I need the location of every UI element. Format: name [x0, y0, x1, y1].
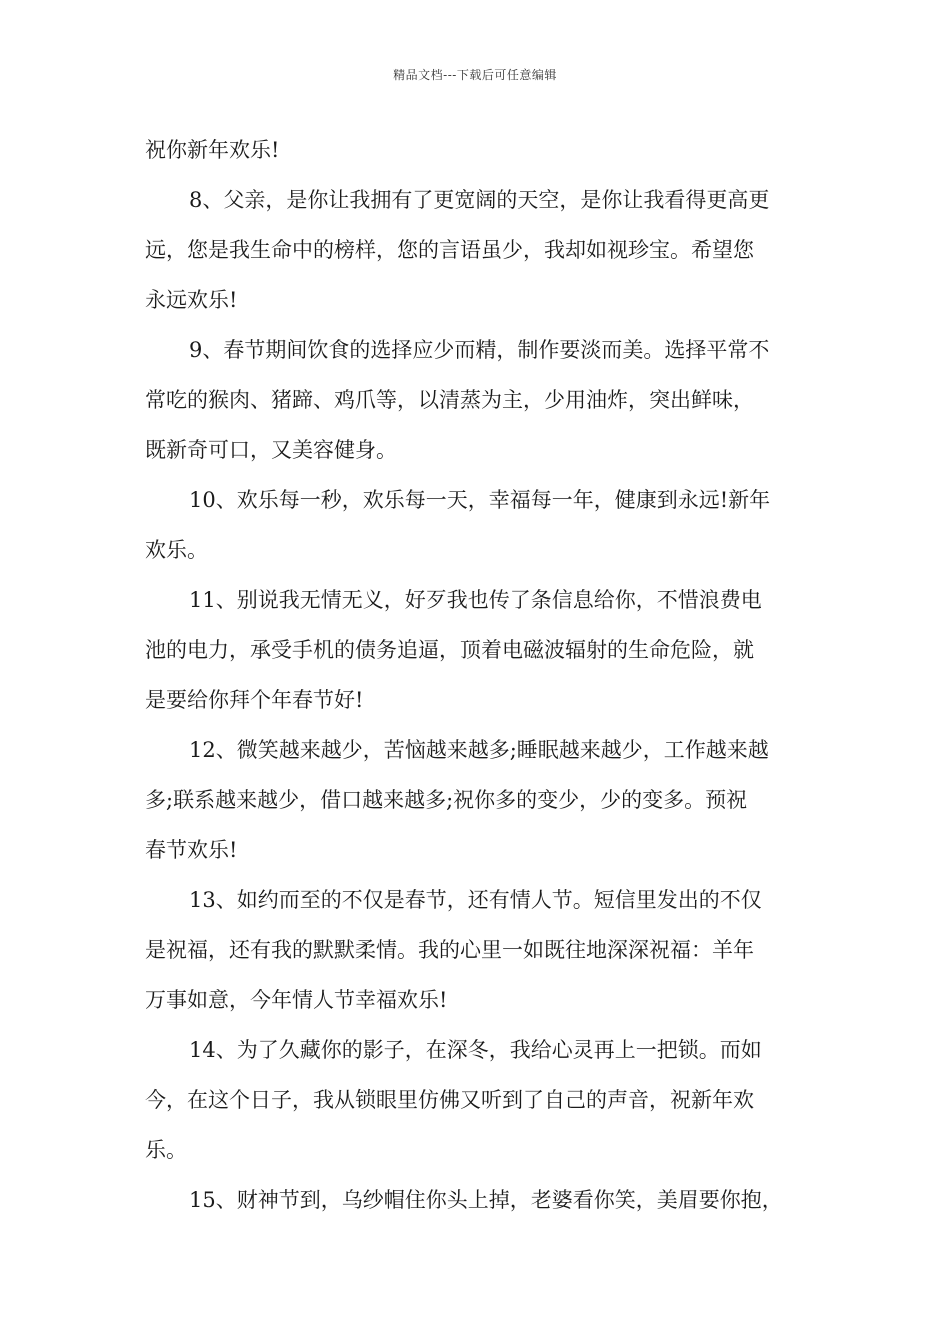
text-line: 10、欢乐每一秒，欢乐每一天，幸福每一年，健康到永远!新年: [189, 488, 771, 512]
text-line: 9、春节期间饮食的选择应少而精，制作要淡而美。选择平常不: [189, 338, 770, 362]
text-line: 祝你新年欢乐!: [145, 138, 280, 162]
text-line: 15、财神节到，乌纱帽住你头上掉，老婆看你笑，美眉要你抱，: [189, 1188, 783, 1212]
text-line: 多;联系越来越少，借口越来越多;祝你多的变少，少的变多。预祝: [145, 788, 748, 812]
text-line: 14、为了久藏你的影子，在深冬，我给心灵再上一把锁。而如: [189, 1038, 762, 1062]
text-line: 池的电力，承受手机的债务追逼，顶着电磁波辐射的生命危险，就: [145, 638, 754, 662]
text-line: 是要给你拜个年春节好!: [145, 688, 364, 712]
text-line: 今，在这个日子，我从锁眼里仿佛又听到了自己的声音，祝新年欢: [145, 1088, 754, 1112]
text-line: 12、微笑越来越少，苦恼越来越多;睡眠越来越少，工作越来越: [189, 738, 769, 762]
text-line: 11、别说我无情无义，好歹我也传了条信息给你，不惜浪费电: [189, 588, 762, 612]
text-line: 春节欢乐!: [145, 838, 238, 862]
text-line: 永远欢乐!: [145, 288, 238, 312]
text-line: 13、如约而至的不仅是春节，还有情人节。短信里发出的不仅: [189, 888, 762, 912]
text-line: 欢乐。: [145, 538, 208, 562]
text-line: 常吃的猴肉、猪蹄、鸡爪等，以清蒸为主，少用油炸，突出鲜味，: [145, 388, 754, 412]
text-line: 是祝福，还有我的默默柔情。我的心里一如既往地深深祝福：羊年: [145, 938, 754, 962]
text-line: 万事如意，今年情人节幸福欢乐!: [145, 988, 448, 1012]
document-body: [145, 125, 825, 1225]
text-line: 8、父亲，是你让我拥有了更宽阔的天空，是你让我看得更高更: [189, 188, 770, 212]
page-header: 精品文档---下载后可任意编辑: [393, 68, 557, 82]
text-line: 既新奇可口，又美容健身。: [145, 438, 397, 462]
text-line: 乐。: [145, 1138, 187, 1162]
text-line: 远，您是我生命中的榜样，您的言语虽少，我却如视珍宝。希望您: [145, 238, 754, 262]
